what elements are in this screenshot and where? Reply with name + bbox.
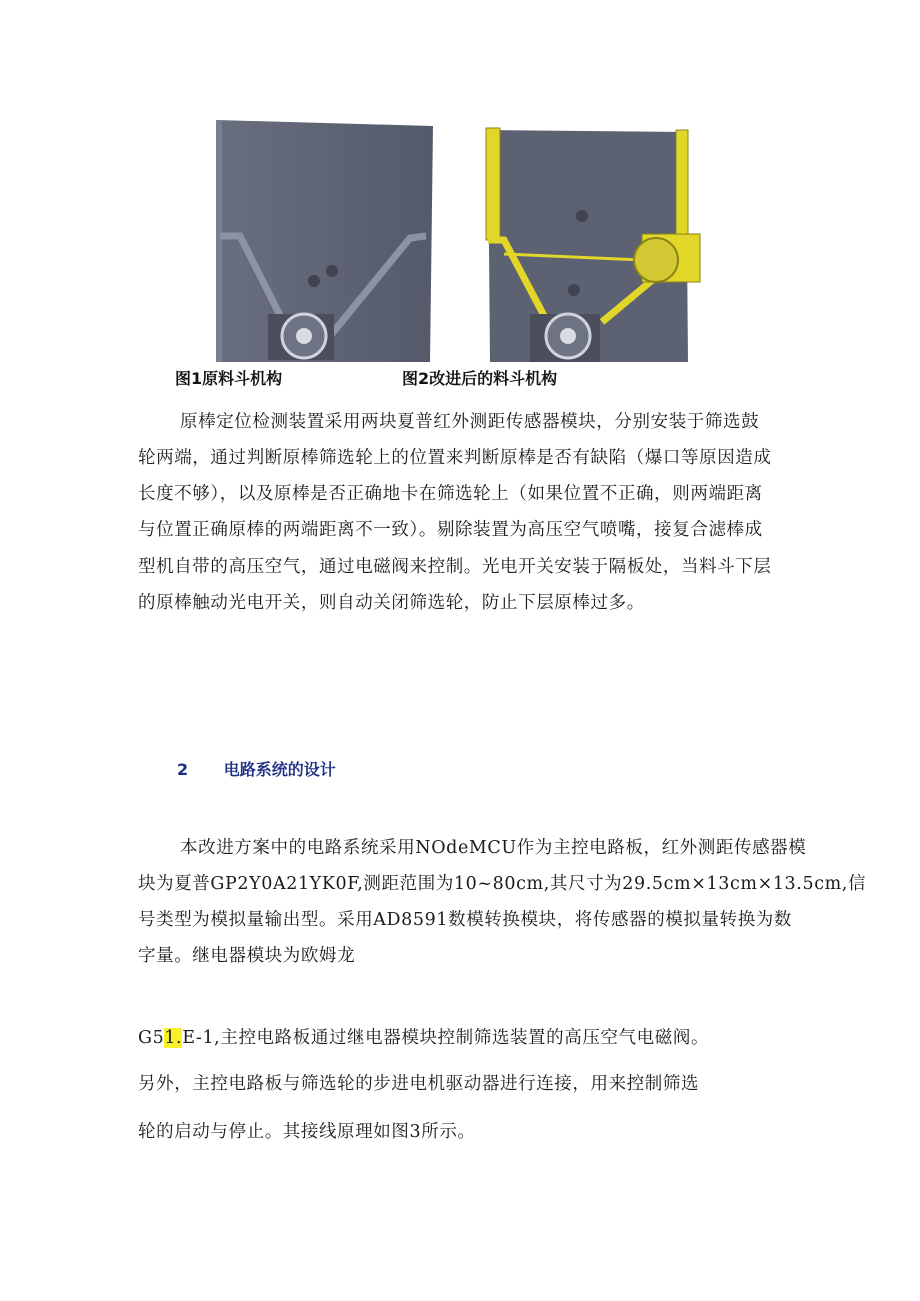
paragraph-1 <box>180 404 759 440</box>
paragraph-2-line: 块为夏普GP2Y0A21YK0F,测距范围为10~80cm,其尺寸为29.5cm×13cm×13.5cm,信 <box>138 874 867 894</box>
paragraph-1-line: 轮两端，通过判断原棒筛选轮上的位置来判断原棒是否有缺陷（爆口等原因造成 <box>138 448 772 468</box>
paragraph-2-line: 本改进方案中的电路系统采用NOdeMCU作为主控电路板，红外测距传感器模 <box>180 838 807 858</box>
paragraph-2 <box>180 830 806 866</box>
figure-2-caption: 图2改进后的料斗机构 <box>402 369 558 388</box>
text-line-other-2: 轮的启动与停止。其接线原理如图3所示。 <box>138 1122 476 1142</box>
relay-model-rest: E-1,主控电路板通过继电器模块控制筛选装置的高压空气电磁阀。 <box>182 1028 710 1048</box>
paragraph-1-line: 长度不够），以及原棒是否正确地卡在筛选轮上（如果位置不正确，则两端距离 <box>138 484 763 505</box>
section-number: 2 <box>177 760 189 779</box>
relay-model-line <box>138 1024 709 1049</box>
paragraph-1-line: 型机自带的高压空气，通过电磁阀来控制。光电开关安装于隔板处，当料斗下层 <box>138 556 772 577</box>
paragraph-1-line: 与位置正确原棒的两端距离不一致）。剔除装置为高压空气喷嘴，接复合滤棒成 <box>138 520 763 541</box>
figure-1-original-hopper <box>208 116 438 364</box>
paragraph-1-body <box>138 440 772 621</box>
figure-2-improved-hopper <box>482 122 712 366</box>
text-line-other: 另外，主控电路板与筛选轮的步进电机驱动器进行连接，用来控制筛选 <box>138 1074 700 1094</box>
figure-1-caption: 图1原料斗机构 <box>175 369 283 388</box>
paragraph-2-line: 字量。继电器模块为欧姆龙 <box>138 946 356 967</box>
paragraph-2-line: 号类型为模拟量输出型。采用AD8591数模转换模块，将传感器的模拟量转换为数 <box>138 910 793 931</box>
paragraph-1-line: 原棒定位检测装置采用两块夏普红外测距传感器模块，分别安装于筛选鼓 <box>180 412 760 432</box>
section-heading <box>177 757 336 780</box>
paragraph-2-body <box>138 866 866 975</box>
paragraph-1-line: 的原棒触动光电开关，则自动关闭筛选轮，防止下层原棒过多。 <box>138 592 645 613</box>
section-title: 电路系统的设计 <box>223 760 336 779</box>
relay-model-prefix: G5 <box>138 1028 165 1048</box>
highlighted-text: 1. <box>164 1028 183 1048</box>
